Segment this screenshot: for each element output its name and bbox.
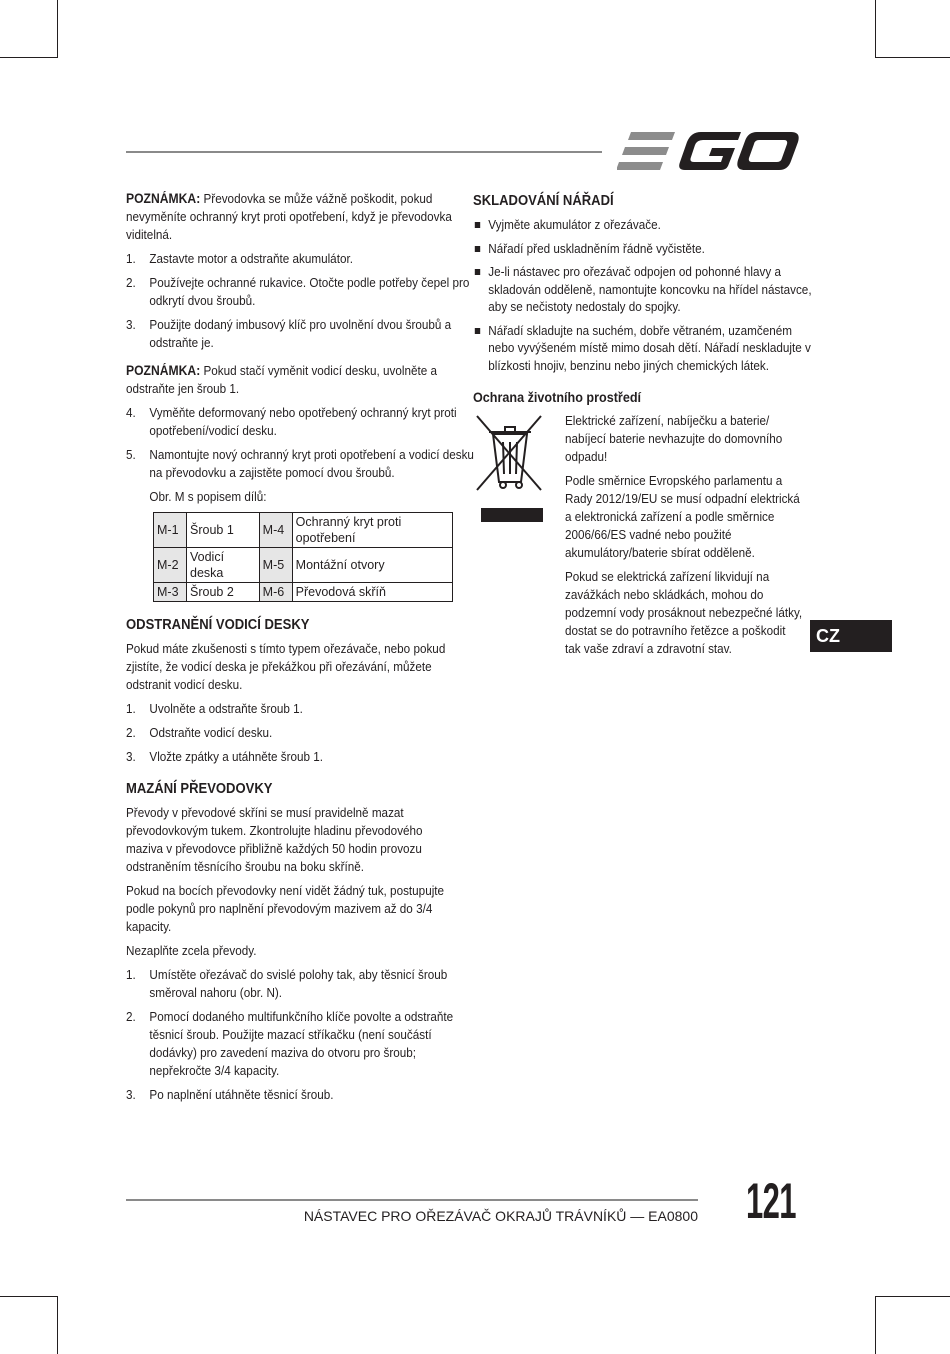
- steps-list-b: [126, 404, 474, 482]
- crop-mark: [57, 1296, 58, 1354]
- env-paragraph-3: Pokud se elektrická zařízení likvidují na zavážkách nebo skládkách, mohou do podzemní vody prosáknout nebezpečné látky, dostat se do potravního řetězce a poškodit tak vaše zdraví a zdravotní stav.: [565, 569, 803, 656]
- env-paragraph-2: Podle směrnice Evropského parlamentu a Rady 2012/19/EU se musí odpadní elektrická a elektronická zařízení a podle směrnice 2006/66/ES vadné nebo použité akumulátory/baterie sbírat odděleně.: [565, 473, 800, 560]
- crop-mark: [57, 0, 58, 58]
- env-paragraph-1: Elektrické zařízení, nabíječku a baterie/ nabíjecí baterie nevhazujte do domovního odpadu!: [565, 413, 783, 464]
- part-code: M-6: [259, 583, 292, 602]
- part-code: M-1: [154, 513, 187, 548]
- footer-rule: [126, 1199, 698, 1201]
- note-2: [126, 362, 456, 398]
- language-tab: CZ: [810, 620, 892, 652]
- note-text: Pokud stačí vyměnit vodicí desku, uvolněte a odstraňte jen šroub 1.: [126, 363, 437, 396]
- lube-paragraph-3: Nezaplňte zcela převody.: [126, 943, 257, 958]
- lube-paragraph-1: Převody v převodové skříni se musí pravidelně mazat převodovkovým tukem. Zkontrolujte hladinu převodového maziva v převodovce přibližně každých 50 hodin provozu odstraněním těsnícího šroubu na boku skříně.: [126, 805, 423, 874]
- list-item: 2. Odstraňte vodicí desku.: [126, 725, 273, 740]
- part-name: Převodová skříň: [292, 583, 452, 602]
- bullet-icon: [475, 222, 480, 228]
- crop-mark: [875, 57, 950, 58]
- list-item: 2. Pomocí dodaného multifunkčního klíče povolte a odstraňte těsnicí šroub. Použijte mazací stříkačku (není součástí dodávky) pro zavedení maziva do otvoru pro šroub; nepřekročte 3/4 kapacity.: [126, 1009, 454, 1078]
- table-row: [154, 548, 453, 583]
- list-item: 2. Používejte ochranné rukavice. Otočte podle potřeby čepel pro odkrytí dvou šroubů.: [126, 275, 470, 308]
- part-name: Šroub 2: [187, 583, 260, 602]
- storage-list: [473, 216, 812, 374]
- crop-mark: [0, 57, 58, 58]
- remove-paragraph: Pokud máte zkušenosti s tímto typem ořezávače, nebo pokud zjistíte, že vodicí deska je překážkou při ořezávání, můžete odstranit vodicí desku.: [126, 641, 446, 692]
- table-row: [154, 583, 453, 602]
- bullet-icon: [475, 328, 480, 334]
- figure-caption: Obr. M s popisem dílů:: [149, 489, 267, 504]
- steps-list-a: [126, 250, 470, 352]
- list-item: 1. Uvolněte a odstraňte šroub 1.: [126, 701, 303, 716]
- lube-steps: [126, 966, 456, 1104]
- part-code: M-2: [154, 548, 187, 583]
- list-item: Vyjměte akumulátor z ořezávače.: [473, 216, 818, 234]
- right-column: [473, 190, 812, 664]
- list-item: 3. Použijte dodaný imbusový klíč pro uvolnění dvou šroubů a odstraňte je.: [126, 317, 452, 350]
- page-number: 121: [746, 1173, 796, 1229]
- part-name: Vodicí deska: [187, 548, 260, 583]
- note-text: Převodovka se může vážně poškodit, pokud nevyměníte ochranný kryt proti opotřebení, když je převodovka viditelná.: [126, 191, 452, 242]
- header-rule: [126, 151, 602, 153]
- part-name: Ochranný kryt proti opotřebení: [292, 513, 452, 548]
- crop-mark: [875, 1296, 876, 1354]
- list-item: 3. Vložte zpátky a utáhněte šroub 1.: [126, 749, 324, 764]
- part-code: M-5: [259, 548, 292, 583]
- note-label: POZNÁMKA:: [126, 191, 201, 206]
- parts-table: [153, 512, 453, 602]
- list-item: 4. Vyměňte deformovaný nebo opotřebený ochranný kryt proti opotřebení/vodicí desku.: [126, 405, 457, 438]
- footer-title: NÁSTAVEC PRO OŘEZÁVAČ OKRAJŮ TRÁVNÍKŮ — EA0800: [303, 1208, 698, 1224]
- part-code: M-4: [259, 513, 292, 548]
- part-name: Montážní otvory: [292, 548, 452, 583]
- list-item: 1. Zastavte motor a odstraňte akumulátor.: [126, 251, 353, 266]
- part-name: Šroub 1: [187, 513, 260, 548]
- list-item: Je-li nástavec pro ořezávač odpojen od pohonné hlavy a skladován odděleně, namontujte koncovku na hřídel nástavce, aby se nečistoty nedostaly do spojky.: [473, 263, 818, 316]
- list-item: Nářadí před uskladněním řádně vyčistěte.: [473, 240, 818, 258]
- left-column: [126, 190, 474, 1110]
- bullet-icon: [475, 246, 480, 252]
- environment-text: [565, 412, 803, 658]
- crop-mark: [875, 1296, 950, 1297]
- ego-logo: [617, 130, 799, 172]
- lube-paragraph-2: Pokud na bocích převodovky není vidět žádný tuk, postupujte podle pokynů pro naplnění převodovým mazivem až do 3/4 kapacity.: [126, 883, 445, 934]
- list-item: 3. Po naplnění utáhněte těsnicí šroub.: [126, 1087, 334, 1102]
- list-item: 5. Namontujte nový ochranný kryt proti opotřebení a vodicí desku na převodovku a zajistěte pomocí dvou šroubů.: [126, 447, 474, 480]
- note-label: POZNÁMKA:: [126, 363, 201, 378]
- bullet-icon: [475, 269, 480, 275]
- heading-environment: Ochrana životního prostředí: [473, 389, 642, 405]
- table-row: [154, 513, 453, 548]
- remove-steps: [126, 700, 456, 766]
- crop-mark: [875, 0, 876, 58]
- heading-lubrication: MAZÁNÍ PŘEVODOVKY: [126, 781, 273, 797]
- heading-storage: SKLADOVÁNÍ NÁŘADÍ: [473, 193, 614, 209]
- heading-remove-guide: ODSTRANĚNÍ VODICÍ DESKY: [126, 617, 310, 633]
- list-item: Nářadí skladujte na suchém, dobře větraném, uzamčeném nebo vyvýšeném místě mimo dosah dětí. Nářadí neskladujte v blízkosti hnojiv, benzinu nebo jiných chemických látek.: [473, 322, 818, 375]
- note-1: [126, 190, 456, 244]
- part-code: M-3: [154, 583, 187, 602]
- environment-section: [473, 412, 803, 658]
- crop-mark: [0, 1296, 58, 1297]
- list-item: 1. Umístěte ořezávač do svislé polohy tak, aby těsnicí šroub směroval nahoru (obr. N).: [126, 967, 448, 1000]
- crossed-bin-icon: [473, 412, 549, 524]
